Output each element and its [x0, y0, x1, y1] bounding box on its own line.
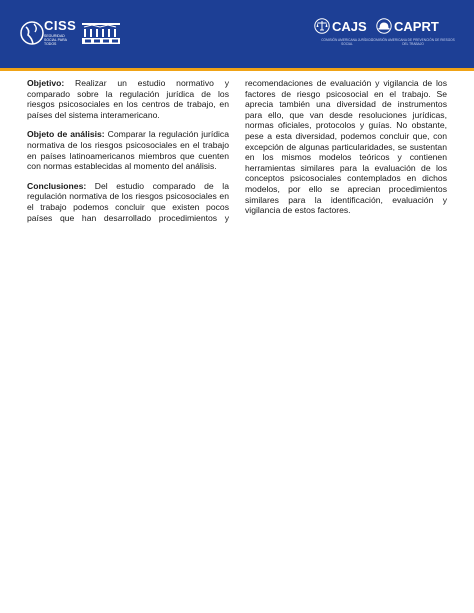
objetivo-paragraph [27, 78, 229, 120]
ciss-logo-subtitle: SEGURIDAD SOCIAL PARA TODOS [44, 34, 67, 46]
conclusiones-paragraph [27, 181, 229, 223]
scales-icon [314, 18, 330, 34]
header-accent-line [0, 68, 474, 71]
caprt-logo-subtitle: COMISIÓN AMERICANA DE PREVENCIÓN DE RIESGOS DEL TRABAJO [371, 38, 455, 46]
objetivo-text: Realizar un estudio normativo y comparado sobre la regulación jurídica de los riesgos psicosociales en los centros de trabajo, en países del sistema interamericano. [27, 78, 229, 120]
caprt-logo [371, 18, 458, 50]
ciss-logo-text: CISS [44, 18, 77, 33]
header-band [0, 0, 474, 68]
cajs-logo-text: CAJS [332, 19, 367, 34]
conclusiones-label: Conclusiones: [27, 180, 87, 191]
cajs-logo [314, 18, 374, 50]
cajs-logo-subtitle: COMISIÓN AMERICANA JURÍDICO SOCIAL [321, 38, 373, 46]
ciess-logo-icon [80, 20, 122, 46]
conclusiones-text: Del estudio comparado de la regulación normativa de los riesgos psicosociales en el trabajo podemos concluir que existen pocos países que han desarrollado procedimientos y [27, 180, 229, 223]
conclusiones-continued-paragraph: recomendaciones de evaluación y vigilancia de los factores de riesgo psicosocial en el trabajo. Se aprecia también una diversidad de instrumentos para ello, que van desde resoluciones jurídicas, normas oficiales, protocolos y guías. No obstante, pese a esta diversidad, podemos concluir que, con excepción de algunas particularidades, se sustentan en los mismos modelos teóricos y contienen herramientas similares para la evaluación de los conceptos psicosociales contemplados en dichos modelos, por ello se aprecian procedimientos similares para la identificación, evaluación y vigilancia de estos factores. [245, 78, 447, 216]
right-column [245, 78, 447, 225]
objetivo-label: Objetivo: [27, 78, 65, 88]
caprt-logo-text: CAPRT [394, 19, 439, 34]
safety-helmet-icon [376, 18, 392, 34]
left-column [27, 78, 229, 232]
objeto-label: Objeto de análisis: [27, 129, 105, 140]
objeto-text: Comparar la regulación jurídica normativa de los riesgos psicosociales en el trabajo en países latinoamericanos miembros que cuenten con normas establecidas al momento del análisis. [27, 129, 229, 172]
objeto-paragraph [27, 129, 229, 171]
